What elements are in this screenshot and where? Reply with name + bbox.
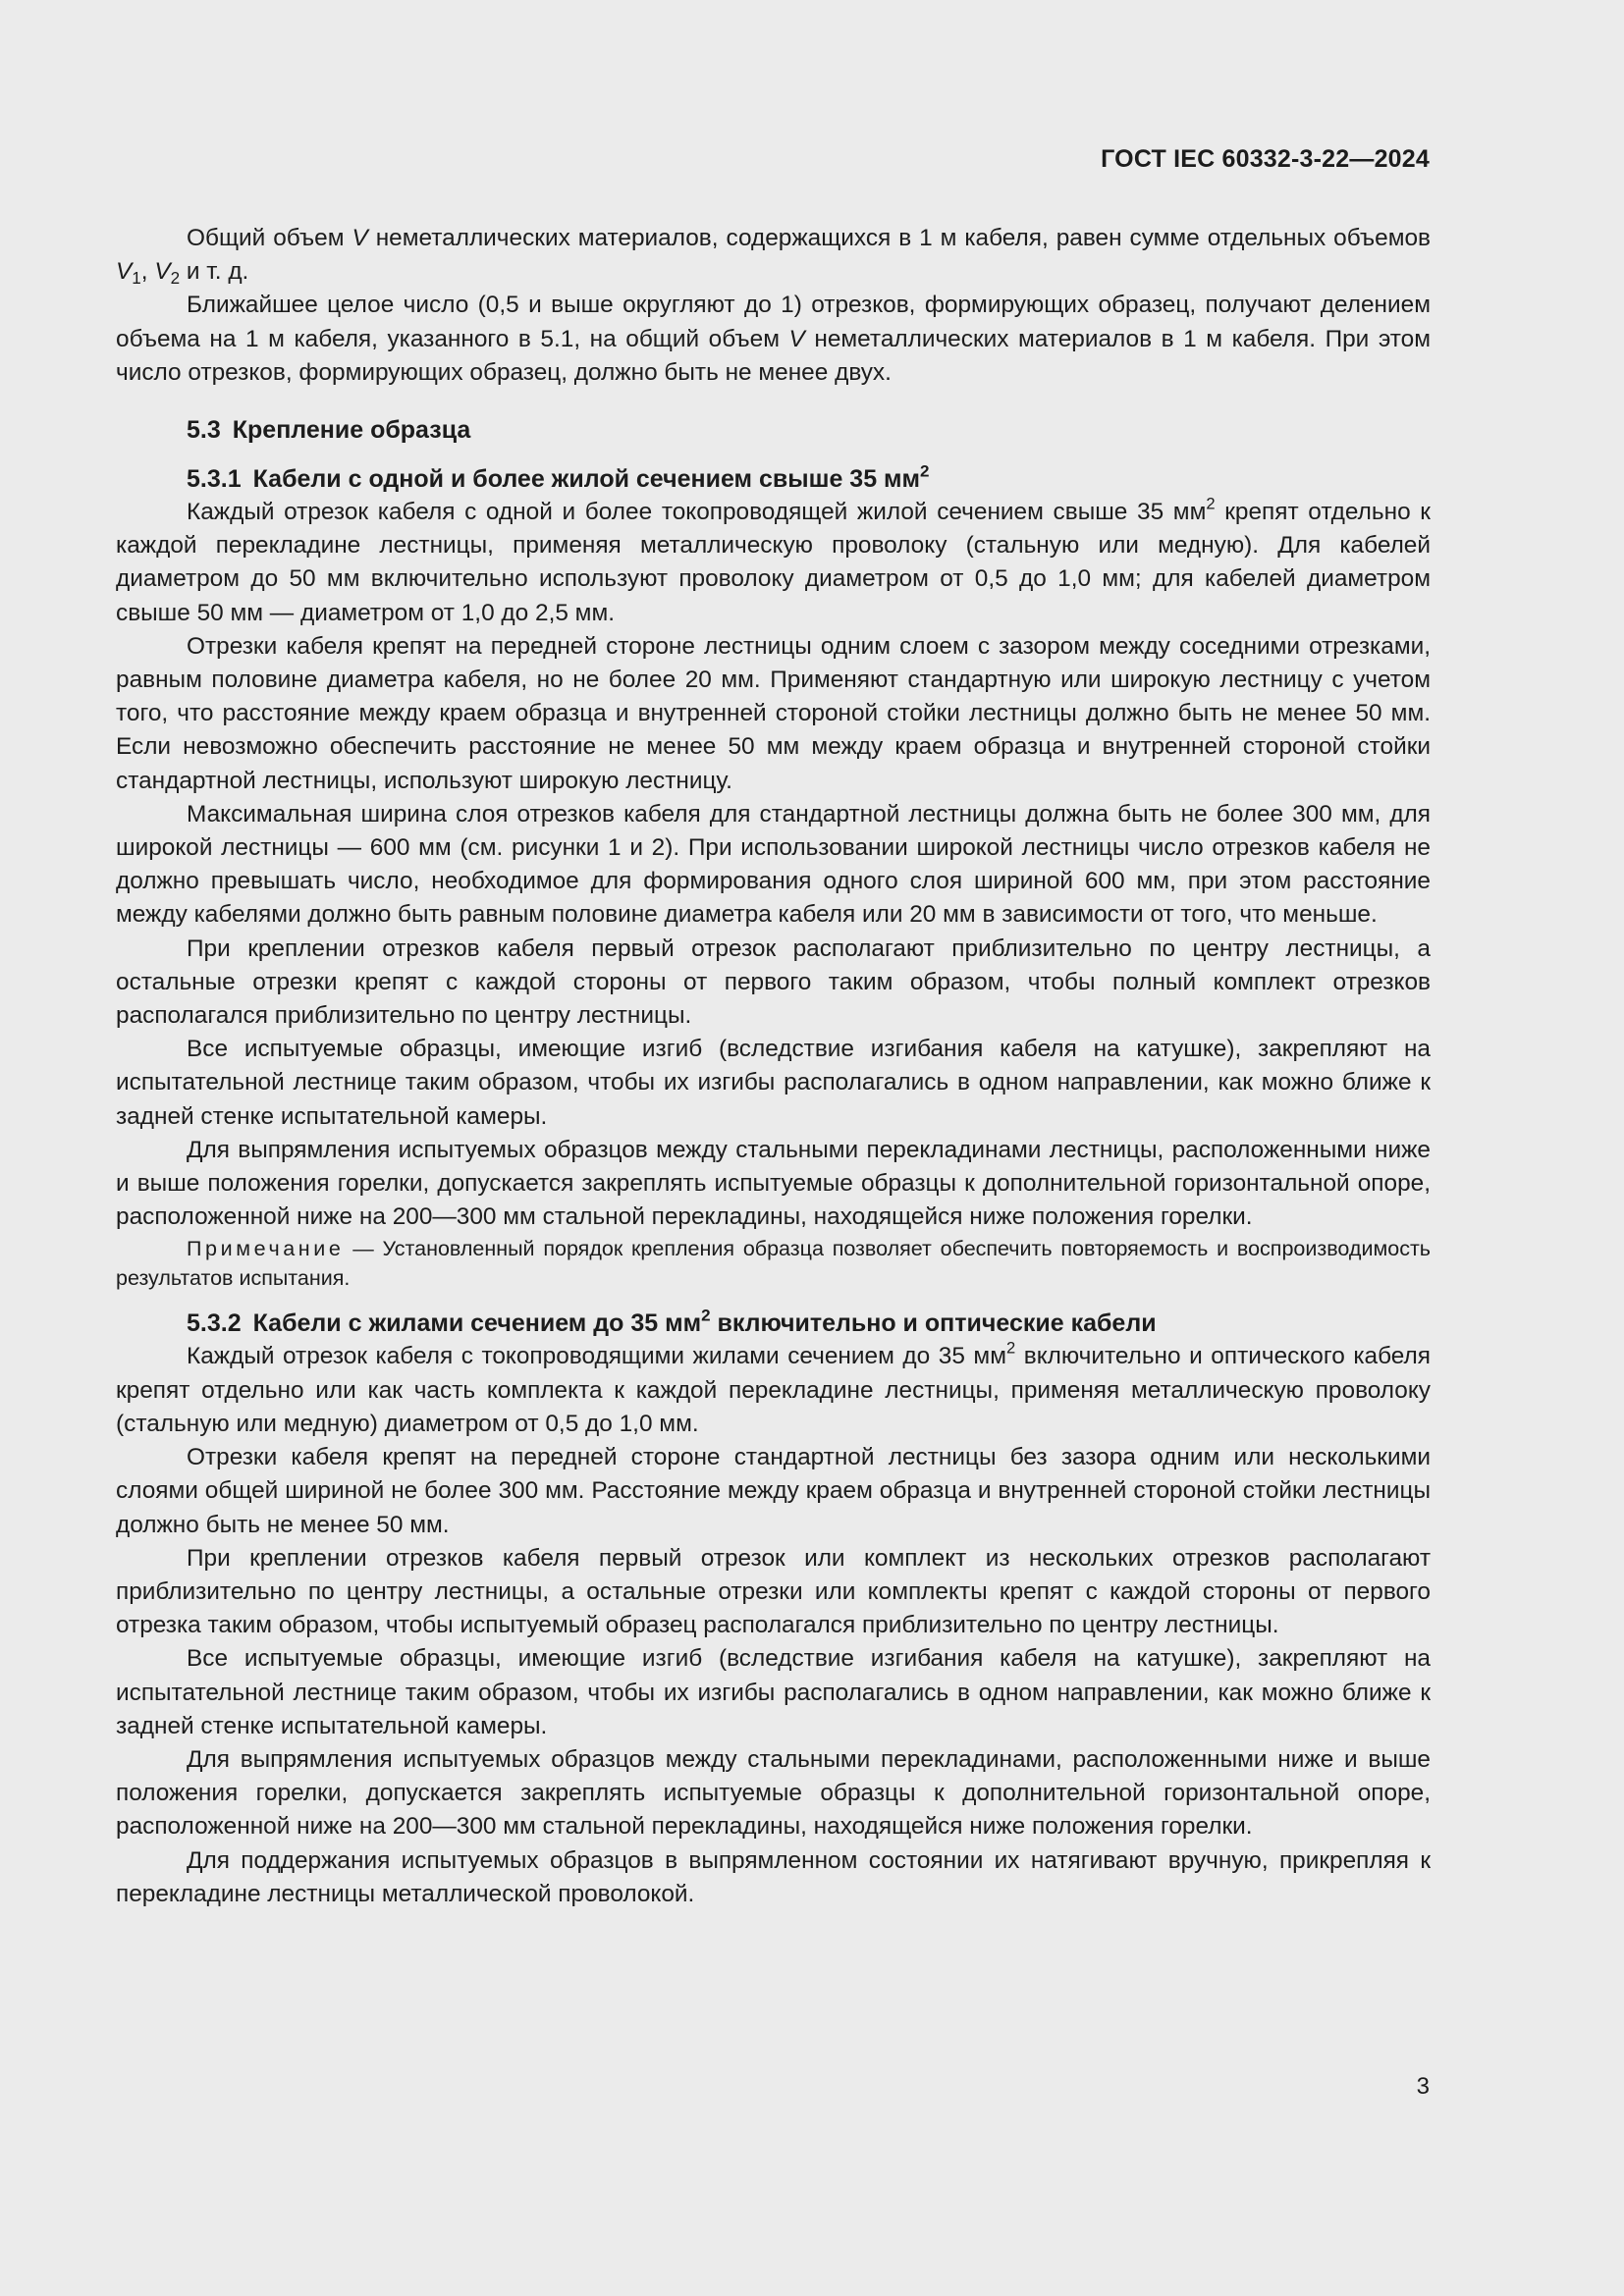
paragraph-5-3-2-center: При креплении отрезков кабеля первый отрезок или комплект из нескольких отрезков располагают приблизительно по центру лестницы, а остальные отрезки или комплекты крепят с каждой стороны от первого отрезка таким образом, чтобы испытуемый образец располагался приблизительно по центру лестницы.: [116, 1544, 1431, 1639]
section-heading-5-3: 5.3 Крепление образца: [187, 416, 471, 445]
document-header: ГОСТ IEC 60332-3-22—2024: [1101, 145, 1430, 173]
paragraph-5-3-2-wire: Каждый отрезок кабеля с токопроводящими жилами сечением до 35 $мм^2$ включительно и оптического кабеля крепят отдельно или как часть комплекта к каждой перекладине лестницы, применяя металлическую проволоку (стальную или медную) диаметром от 0,5 до 1,0 мм.: [116, 1339, 1431, 1437]
paragraph-5-3-1-layer: Отрезки кабеля крепят на передней стороне лестницы одним слоем с зазором между соседними отрезками, равным половине диаметра кабеля, но не более 20 мм. Применяют стандартную или широкую лестницу с учетом того, что расстояние между краем образца и внутренней стороной стойки лестницы должно быть не менее 50 мм. Если невозможно обеспечить расстояние не менее 50 мм между краем образца и внутренней стороной стойки стандартной лестницы, используют широкую лестницу.: [116, 632, 1431, 794]
page-number: 3: [1416, 2073, 1430, 2100]
section-heading-5-3-2: 5.3.2 Кабели с жилами сечением до 35 $мм^2$ включительно и оптические кабели: [187, 1306, 1157, 1338]
document-body: [116, 222, 1431, 1911]
paragraph-5-3-2-tension: Для поддержания испытуемых образцов в выпрямленном состоянии их натягивают вручную, прикрепляя к перекладине лестницы металлической проволокой.: [116, 1846, 1431, 1907]
paragraph-5-3-1-width: Максимальная ширина слоя отрезков кабеля для стандартной лестницы должна быть не более 300 мм, для широкой лестницы — 600 мм (см. рисунки 1 и 2). При использовании широкой лестницы число отрезков кабеля не должно превышать число, необходимое для формирования одного слоя шириной 600 мм, при этом расстояние между кабелями должно быть равным половине диаметра кабеля или 20 мм в зависимости от того, что меньше.: [116, 800, 1431, 929]
paragraph-5-3-1-wire: Каждый отрезок кабеля с одной и более токопроводящей жилой сечением свыше 35 $мм^2$ крепят отдельно к каждой перекладине лестницы, применяя металлическую проволоку (стальную или медную). Для кабелей диаметром до 50 мм включительно используют проволоку диаметром от 0,5 до 1,0 мм; для кабелей диаметром свыше 50 мм — диаметром от 1,0 до 2,5 мм.: [116, 494, 1431, 626]
paragraph-total-volume: Общий объем V неметаллических материалов, содержащихся в 1 м кабеля, равен сумме отдельных объемов $V_1$, $V_2$ и т. д.: [116, 225, 1431, 289]
paragraph-5-3-1-straighten: Для выпрямления испытуемых образцов между стальными перекладинами лестницы, расположенными ниже и выше положения горелки, допускается закреплять испытуемые образцы к дополнительной горизонтальной опоре, расположенной ниже на 200—300 мм стальной перекладины, находящейся ниже положения горелки.: [116, 1136, 1431, 1231]
paragraph-5-3-1-bend: Все испытуемые образцы, имеющие изгиб (вследствие изгибания кабеля на катушке), закрепляют на испытательной лестнице таким образом, чтобы их изгибы располагались в одном направлении, как можно ближе к задней стенке испытательной камеры.: [116, 1036, 1431, 1130]
paragraph-5-3-2-layer: Отрезки кабеля крепят на передней стороне стандартной лестницы без зазора одним или несколькими слоями общей шириной не более 300 мм. Расстояние между краем образца и внутренней стороной стойки лестницы должно быть не менее 50 мм.: [116, 1444, 1431, 1538]
paragraph-5-3-2-straighten: Для выпрямления испытуемых образцов между стальными перекладинами, расположенными ниже и выше положения горелки, допускается закреплять испытуемые образцы к дополнительной горизонтальной опоре, расположенной ниже на 200—300 мм стальной перекладины, находящейся ниже положения горелки.: [116, 1745, 1431, 1841]
paragraph-5-3-1-center: При креплении отрезков кабеля первый отрезок располагают приблизительно по центру лестницы, а остальные отрезки крепят с каждой стороны от первого таким образом, чтобы полный комплект отрезков располагался приблизительно по центру лестницы.: [116, 934, 1431, 1030]
paragraph-5-3-2-bend: Все испытуемые образцы, имеющие изгиб (вследствие изгибания кабеля на катушке), закрепляют на испытательной лестнице таким образом, чтобы их изгибы располагались в одном направлении, как можно ближе к задней стенке испытательной камеры.: [116, 1645, 1431, 1739]
section-heading-5-3-1: 5.3.1 Кабели с одной и более жилой сечением свыше 35 $мм^2$: [187, 461, 930, 494]
paragraph-segment-count: Ближайшее целое число (0,5 и выше округляют до 1) отрезков, формирующих образец, получают делением объема на 1 м кабеля, указанного в 5.1, на общий объем V неметаллических материалов в 1 м кабеля. При этом число отрезков, формирующих образец, должно быть не менее двух.: [116, 292, 1431, 386]
note-5-3-1: Примечание — Установленный порядок крепления образца позволяет обеспечить повторяемость и воспроизводимость результатов испытания.: [116, 1237, 1431, 1291]
note-label: Примечание: [187, 1237, 345, 1261]
